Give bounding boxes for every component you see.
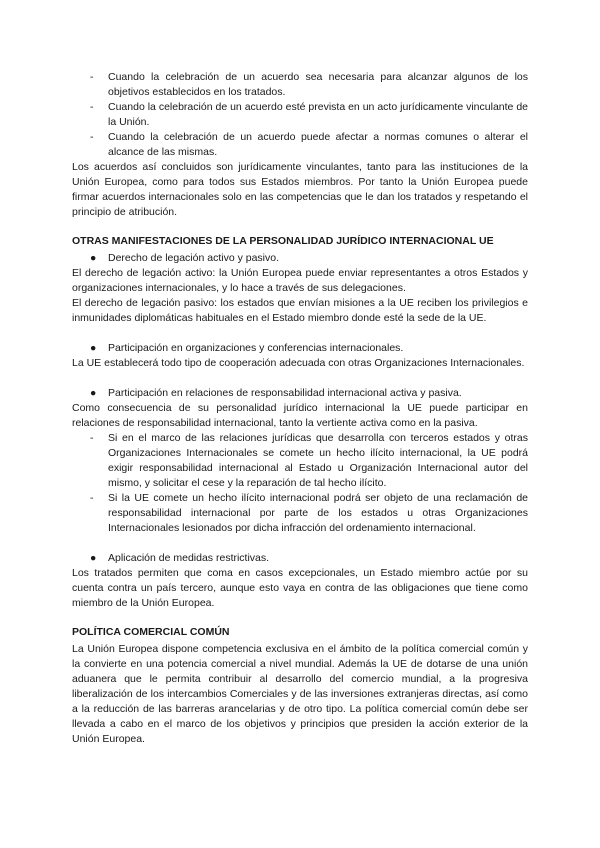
section-heading-politica-comercial: POLÍTICA COMERCIAL COMÚN: [72, 626, 230, 638]
section-heading-personalidad: OTRAS MANIFESTACIONES DE LA PERSONALIDAD JURÍDICO INTERNACIONAL UE: [72, 235, 494, 247]
paragraph: Los tratados permiten que coma en casos excepcionales, un Estado miembro actúe por su cuenta contra un país tercero, aunque esto vaya en contra de las obligaciones que tiene como miembro de la Unión Europea.: [72, 567, 528, 609]
bullet-label: Derecho de legación activo y pasivo.: [108, 252, 280, 264]
bullet-icon: ●: [90, 552, 97, 564]
paragraph: La UE establecerá todo tipo de cooperación adecuada con otras Organizaciones Internacionales.: [72, 357, 525, 369]
list-item: - Si en el marco de las relaciones jurídicas que desarrolla con terceros estados y otras Organizaciones Internacionales se comete un hecho ilícito internacional, la UE podrá exigir responsabilidad internacional al Estado u Organización Internacional autor del mismo, y solicitar el cese y la reparación de tal hecho ilícito.: [72, 431, 528, 491]
paragraph: El derecho de legación pasivo: los estados que envían misiones a la UE reciben los privilegios e inmunidades diplomáticas habituales en el Estado miembro donde esté la sede de la UE.: [72, 297, 528, 324]
bullet-icon: ●: [90, 252, 97, 264]
list-item: - Cuando la celebración de un acuerdo esté prevista en un acto jurídicamente vinculante de la Unión.: [72, 100, 528, 130]
bullet-item-responsabilidad: [72, 386, 528, 401]
bullet-icon: ●: [90, 342, 97, 354]
bullet-label: Participación en organizaciones y conferencias internacionales.: [108, 342, 404, 354]
paragraph: La Unión Europea dispone competencia exclusiva en el ámbito de la política comercial común y la convierte en una potencia comercial a nivel mundial. Además la UE de dotarse de una unión aduanera que le permita contribuir al desarrollo del comercio mundial, a la progresiva liberalización de los intercambios Comerciales y de las inversiones extranjeras directas, así como a la reducción de las barreras arancelarias y de otro tipo. La política comercial común debe ser llevada a cabo en el marco de los objetivos y principios que presiden la acción exterior de la Unión Europea.: [72, 643, 528, 745]
intro-paragraph: Los acuerdos así concluidos son jurídicamente vinculantes, tanto para las instituciones de la Unión Europea, como para todos sus Estados miembros. Por tanto la Unión Europea puede firmar acuerdos internacionales solo en las competencias que le dan los tratados y respetando el principio de atribución.: [72, 161, 528, 218]
bullet-item-medidas: [72, 551, 528, 566]
bullet-item-organizaciones: [72, 341, 528, 356]
list-item: - Si la UE comete un hecho ilícito internacional podrá ser objeto de una reclamación de responsabilidad internacional por parte de los estados u otras Organizaciones Internacionales lesionados por dicha infracción del ordenamiento internacional.: [72, 491, 528, 536]
list-item: - Cuando la celebración de un acuerdo sea necesaria para alcanzar algunos de los objetivos establecidos en los tratados.: [72, 70, 528, 100]
bullet-label: Participación en relaciones de responsabilidad internacional activa y pasiva.: [108, 387, 462, 399]
document-page: [72, 70, 528, 747]
bullet-item-legacion: [72, 251, 528, 266]
paragraph: El derecho de legación activo: la Unión Europea puede enviar representantes a otros Estados y organizaciones internacionales, y lo hace a través de sus delegaciones.: [72, 267, 528, 294]
bullet-icon: ●: [90, 387, 97, 399]
list-item: - Cuando la celebración de un acuerdo puede afectar a normas comunes o alterar el alcance de las mismas.: [72, 130, 528, 160]
bullet-label: Aplicación de medidas restrictivas.: [108, 552, 270, 564]
intro-dash-list: [72, 70, 528, 160]
responsabilidad-dash-list: [72, 431, 528, 536]
paragraph: Como consecuencia de su personalidad jurídico internacional la UE puede participar en relaciones de responsabilidad internacional, tanto la vertiente activa como en la pasiva.: [72, 402, 528, 429]
